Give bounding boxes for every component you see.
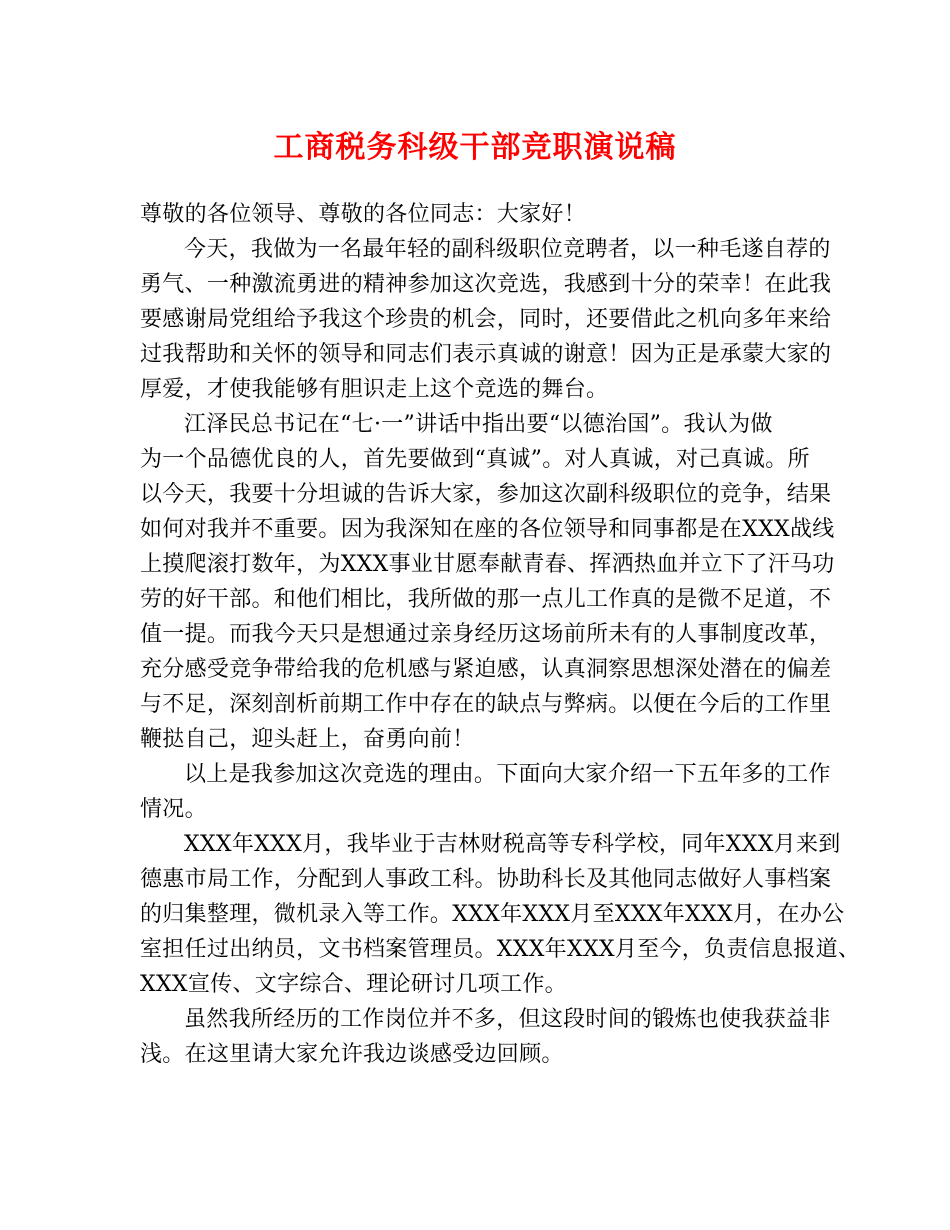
body-line: 劳的好干部。和他们相比，我所做的那一点儿工作真的是微不足道，不 [140,587,832,612]
body-line: 以上是我参加这次竞选的理由。下面向大家介绍一下五年多的工作 [184,762,831,787]
body-line: 要感谢局党组给予我这个珍贵的机会，同时，还要借此之机向多年来给 [140,307,832,332]
body-line: 浅。在这里请大家允许我边谈感受边回顾。 [140,1042,564,1067]
body-line: 勇气、一种激流勇进的精神参加这次竞选，我感到十分的荣幸！在此我 [140,272,832,297]
body-line: 今天，我做为一名最年轻的副科级职位竞聘者，以一种毛遂自荐的 [184,237,831,262]
body-line: 的归集整理，微机录入等工作。XXX年XXX月至XXX年XXX月，在办公 [140,902,845,927]
body-line: 以今天，我要十分坦诚的告诉大家，参加这次副科级职位的竞争，结果 [140,482,832,507]
body-line: 室担任过出纳员，文书档案管理员。XXX年XXX月至今，负责信息报道、 [140,937,861,962]
body-line: 江泽民总书记在“七·一”讲话中指出要“以德治国”。我认为做 [184,412,773,437]
body-line: 德惠市局工作，分配到人事政工科。协助科长及其他同志做好人事档案 [140,867,832,892]
body-line: XXX年XXX月，我毕业于吉林财税高等专科学校，同年XXX月来到 [184,832,841,857]
body-line: 与不足，深刻剖析前期工作中存在的缺点与弊病。以便在今后的工作里 [140,692,832,717]
body-line: 为一个品德优良的人，首先要做到“真诚”。对人真诚，对己真诚。所 [140,447,810,472]
document-body [140,197,861,1072]
body-line: XXX宣传、文字综合、理论研讨几项工作。 [140,972,567,997]
body-line: 充分感受竞争带给我的危机感与紧迫感，认真洞察思想深处潜在的偏差 [140,657,832,682]
body-line: 尊敬的各位领导、尊敬的各位同志：大家好！ [140,202,587,227]
body-line: 上摸爬滚打数年，为XXX事业甘愿奉献青春、挥洒热血并立下了汗马功 [140,552,835,577]
body-line: 值一提。而我今天只是想通过亲身经历这场前所未有的人事制度改革， [140,622,832,647]
document-title: 工商税务科级干部竞职演说稿 [273,130,677,165]
body-line: 过我帮助和关怀的领导和同志们表示真诚的谢意！因为正是承蒙大家的 [140,342,832,367]
body-line: 情况。 [140,797,207,822]
body-line: 虽然我所经历的工作岗位并不多，但这段时间的锻炼也使我获益非 [184,1007,831,1032]
body-line: 鞭挞自己，迎头赶上，奋勇向前！ [140,727,475,752]
body-line: 厚爱，才使我能够有胆识走上这个竞选的舞台。 [140,377,609,402]
body-line: 如何对我并不重要。因为我深知在座的各位领导和同事都是在XXX战线 [140,517,835,542]
